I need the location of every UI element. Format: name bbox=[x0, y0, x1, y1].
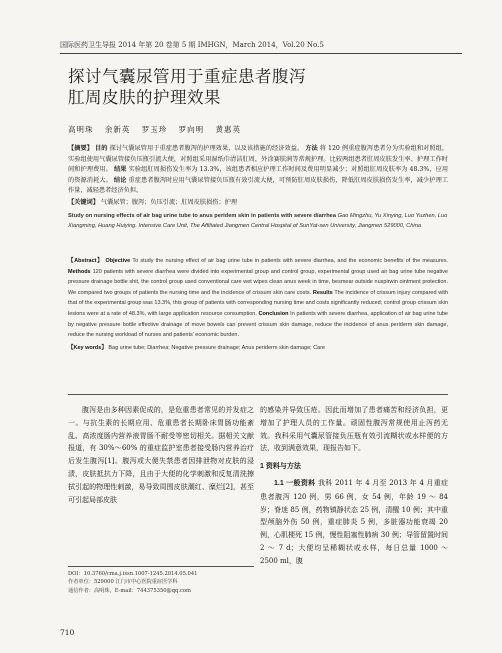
conclusion-text: 重症患者腹泻时应用气囊尿管接负压瓶有效引流大便，可预防肛周皮肤损伤，降低肛周皮肤损伤发生率，减少护理工作量，减轻患者经济负担。 bbox=[68, 176, 449, 195]
abstract-en-label: 【Abstract】 bbox=[68, 258, 104, 264]
running-head: 国际医药卫生导报 2014 年第 20 卷第 5 期 IMHGN，March 2014，Vol.20 No.5 bbox=[60, 40, 462, 54]
objective-en-text: To study the nursing effect of air bag urine tube in patients with severe diarrhea, and the economic benefits of the measures. bbox=[132, 258, 449, 264]
body-paragraph-intro: 腹泻是由多种因素促成的，是危重患者常见的并发症之一。与抗生素的长期应用、危重患者长期卧床胃肠功能紊乱、高浓度肠内营养液胃肠不耐受等密切相关。据相关文献报道，有 30%～60% 的重症监护室患者接受肠内营养治疗后发生腹泻[1]。腹泻或大便失禁患者因排泄物对皮肤的浸渍，皮肤抵抗力下降，且由于大便的化学刺激和反复清洗擦拭引起的物理性刺激，易导致周围皮肤潮红、糜烂[2]，甚至可引起局部皮肤 bbox=[68, 406, 254, 504]
section-heading-methods: 1 资料与方法 bbox=[260, 463, 301, 471]
footnote-correspondence: 通信作者：高明珠，E-mail：744375350@qq.com bbox=[68, 587, 191, 594]
body-column-right bbox=[260, 404, 448, 568]
abstract-english bbox=[68, 256, 448, 353]
authors: 高明珠 余新英 罗玉珍 罗向明 黄惠英 bbox=[68, 125, 242, 134]
conclusion-en-tag: Conclusion bbox=[258, 310, 289, 317]
objective-en-tag: Objective bbox=[105, 258, 131, 264]
subsection-title: 一般资料 bbox=[286, 479, 316, 487]
abstract-chinese bbox=[68, 144, 448, 209]
methods-en-tag: Methods bbox=[68, 268, 91, 275]
abstract-label: 【摘要】 bbox=[68, 145, 93, 152]
results-text: 实验组肛周损伤发生率为 13.3%，该组患者相应护理工作时间及费用明显减少；对照组肛周皮肤率为 48.3%，应用的资源消耗大。 bbox=[68, 166, 449, 184]
subsection-text: 我科 2011 年 4 月至 2013 年 4 月重症患者腹泻 120 例，男 66 例，女 54 例，年龄 19 ～ 84 岁；脊迷 85 例，药物镇静状态 25 例，清醒 10 例；其中重型颅脑外伤 50 例，重症肺炎 5 例，多脏器功能衰竭 20 例，心肌梗死 15 例，慢性阻塞性肺病 30 例；导管留置时间 2 ～ 7 d；大便均呈稀糊状或水样，每日总量 1000 ～ 2500 ml，腹 bbox=[260, 478, 449, 565]
english-authors: Gao Mingzhu, Yu Xinying, Luo Yuzhen, Luo Xiangming, Huang Huiying. Intensive Care Unit, The Affiliated Jiangmen Central Hospital of SunYat-sen University, Jiangmen 529000, China bbox=[68, 213, 448, 230]
methods-tag: 方法 bbox=[305, 145, 318, 152]
keywords-en bbox=[68, 343, 448, 354]
keywords-en-label: 【Key words】 bbox=[68, 344, 107, 351]
methods-text: 将 120 例重症腹泻患者分为实验组和对照组，实验组使用气囊尿管接负压瓶引流大便，对照组采用湿纸巾清洁肛周，外涂赛肤润等常规护理。比较两组患者肛周皮肤发生率、护理工作时间和护理费用。 bbox=[68, 145, 449, 174]
english-title-block bbox=[68, 211, 448, 232]
footnote-doi: DOI：10.3760/cma.j.issn.1007-1245.2014.05.041 bbox=[68, 571, 198, 577]
results-en-text: The incidence of crissum injury compared with that of the experimental group was 13.3%, this group of patients with corresponding nursing time and costs significantly reduced; control group crissum skin lesions were at a rate of 48.3%, with large application resource consumption. bbox=[68, 289, 448, 317]
conclusion-en-text: In patients with severe diarrhea, application of air bag urine tube by negative pressure bottle effective drainage of move bowels can prevent crissum skin damage, reduce the incidence of anus periderm skin damage, reduce the nursing workload of nurses and patients’ economic burden. bbox=[68, 310, 448, 339]
keywords-label: 【关键词】 bbox=[68, 198, 99, 206]
keywords-en-text: Bag urine tube; Diarrhea; Negative pressure drainage; Anus periderm skin damage; Care bbox=[108, 344, 326, 351]
keywords-text: 气囊尿管；腹泻；负压引流；肛周皮肤损伤；护理 bbox=[100, 198, 238, 206]
title-line-2: 肛周皮肤的护理效果 bbox=[68, 88, 221, 107]
subsection-number: 1.1 bbox=[274, 479, 284, 487]
divider-rule bbox=[68, 394, 448, 395]
methods-en-text: 120 patients with severe diarrhea were divided into experimental group and control group, experimental group used air bag urine tube negative pressure drainage bottle shit, the control group used conventional care wet wipes clean anus week in time, besmear outside nuspirwin ointment protection. We compared two groups of patients the nursing time and the incidence of crissum skin care costs. bbox=[68, 268, 448, 296]
objective-text: 探讨气囊尿管用于重症患者腹泻的护理效果，以及该措施的经济效益。 bbox=[109, 145, 304, 152]
footnote-affiliation: 作者单位：529000 江门市中心医院重症医学科 bbox=[68, 579, 178, 586]
page-number: 710 bbox=[60, 628, 75, 637]
article-title bbox=[68, 66, 408, 108]
body-column-left bbox=[68, 404, 254, 506]
english-title: Study on nursing effects of air bag urine tube to anus peridem skin in patients with severe diarrhea bbox=[68, 213, 336, 219]
results-en-tag: Results bbox=[312, 289, 333, 296]
footnote bbox=[68, 566, 254, 595]
results-tag: 结果 bbox=[113, 166, 127, 174]
title-line-1: 探讨气囊尿管用于重症患者腹泻 bbox=[68, 67, 306, 86]
keywords-cn bbox=[68, 198, 448, 209]
body-paragraph-continued: 的感染并导致压疮。因此而增加了患者痛苦和经济负担，更增加了护理人员的工作量。顽固性腹泻常规使用止泻药无效。我科采用气囊尿管接负压瓶有效引流糊状或水样便的方法，收到满意效果，现报告如下。 bbox=[260, 406, 448, 453]
conclusion-tag: 结论 bbox=[113, 176, 127, 184]
subsection-general-data bbox=[260, 477, 448, 568]
objective-tag: 目的 bbox=[95, 145, 108, 152]
